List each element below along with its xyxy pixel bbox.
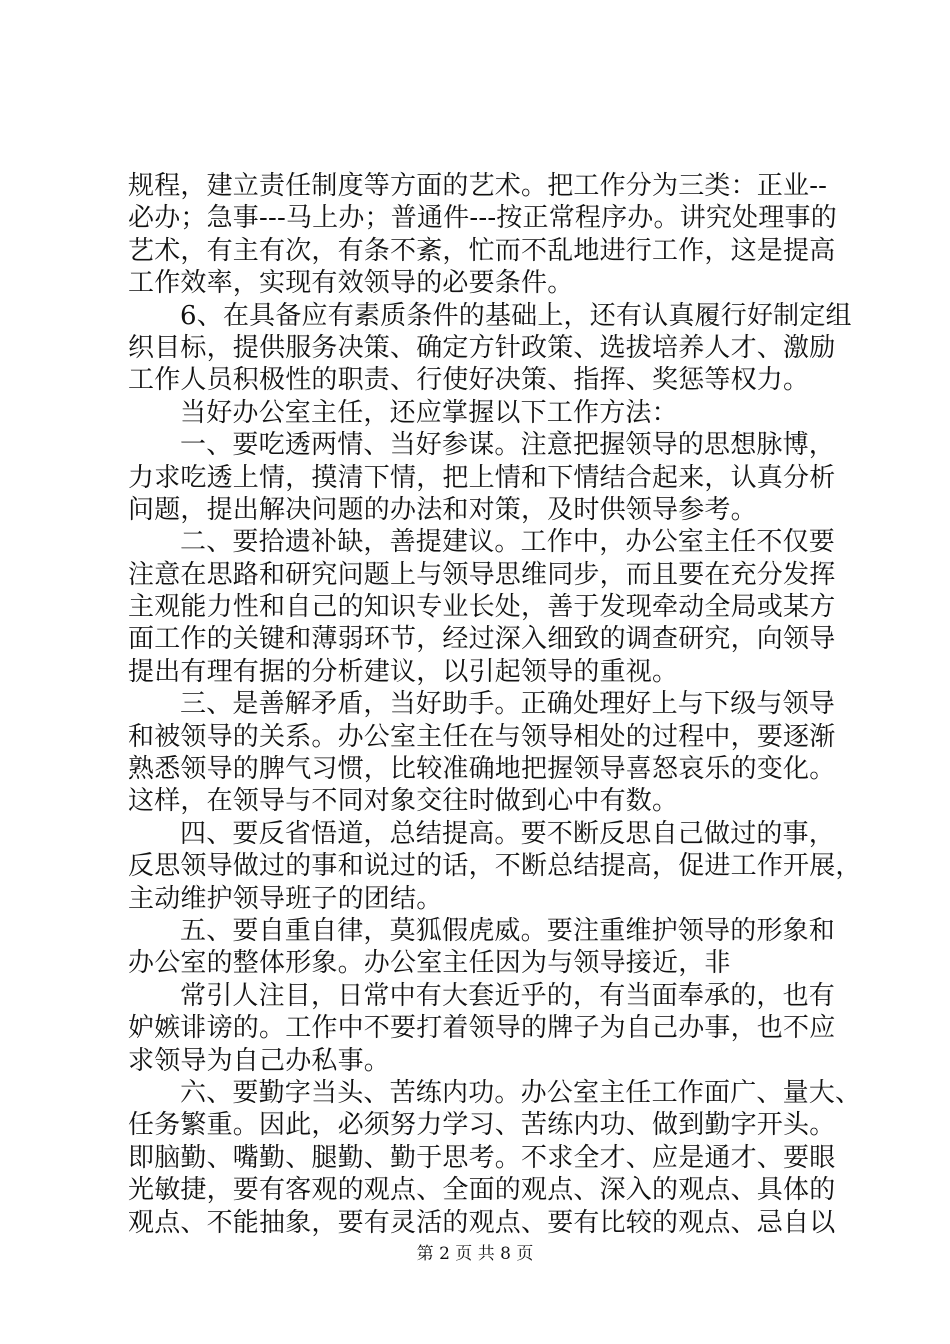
- paragraph-start-line: 常引人注目，日常中有大套近乎的，有当面奉承的，也有: [180, 980, 836, 1011]
- text-line: 求领导为自己办私事。: [128, 1045, 391, 1076]
- text-line: 妒嫉诽谤的。工作中不要打着领导的牌子为自己办事，也不应: [128, 1013, 836, 1044]
- text-line: 工作人员积极性的职责、行使好决策、指挥、奖惩等权力。: [128, 365, 810, 396]
- text-line: 规程，建立责任制度等方面的艺术。把工作分为三类：正业--: [128, 171, 828, 201]
- text-line: 这样，在领导与不同对象交往时做到心中有数。: [128, 786, 679, 817]
- text-line: 光敏捷，要有客观的观点、全面的观点、深入的观点、具体的: [128, 1175, 836, 1206]
- text-line: 问题，提出解决问题的办法和对策，及时供领导参考。: [128, 494, 757, 525]
- text-line: 提出有理有据的分析建议，以引起领导的重视。: [128, 656, 679, 687]
- text-line: 任务繁重。因此，必须努力学习、苦练内功、做到勤字开头。: [128, 1110, 836, 1141]
- text-line: 力求吃透上情，摸清下情，把上情和下情结合起来，认真分析: [128, 462, 836, 493]
- text-line: 主观能力性和自己的知识专业长处，善于发现牵动全局或某方: [128, 592, 836, 623]
- paragraph-start-line: 一、要吃透两情、当好参谋。注意把握领导的思想脉博，: [180, 430, 836, 461]
- paragraph-start-line: 四、要反省悟道，总结提高。要不断反思自己做过的事，: [180, 818, 836, 849]
- text-line: 即脑勤、嘴勤、腿勤、勤于思考。不求全才、应是通才、要眼: [128, 1142, 836, 1173]
- text-line: 熟悉领导的脾气习惯，比较准确地把握领导喜怒哀乐的变化。: [128, 754, 836, 785]
- text-line: 主动维护领导班子的团结。: [128, 883, 443, 914]
- text-line: 反思领导做过的事和说过的话，不断总结提高，促进工作开展，: [128, 851, 862, 882]
- text-line: 和被领导的关系。办公室主任在与领导相处的过程中，要逐渐: [128, 721, 836, 752]
- paragraph-start-line: 6、在具备应有素质条件的基础上，还有认真履行好制定组: [180, 300, 852, 331]
- text-line: 面工作的关键和薄弱环节，经过深入细致的调查研究，向领导: [128, 624, 836, 655]
- text-line: 注意在思路和研究问题上与领导思维同步，而且要在充分发挥: [128, 559, 836, 590]
- paragraph-start-line: 二、要拾遗补缺，善提建议。工作中，办公室主任不仅要: [180, 527, 836, 558]
- text-line: 织目标，提供服务决策、确定方针政策、选拔培养人才、激励: [128, 332, 836, 363]
- text-line: 必办；急事---马上办；普通件---按正常程序办。讲究处理事的: [128, 203, 837, 234]
- text-line: 观点、不能抽象，要有灵活的观点、要有比较的观点、忌自以: [128, 1207, 836, 1238]
- document-body: [128, 170, 862, 1239]
- text-line: 工作效率，实现有效领导的必要条件。: [128, 268, 574, 299]
- text-line: 艺术，有主有次，有条不紊，忙而不乱地进行工作，这是提高: [128, 235, 836, 266]
- text-line: 办公室的整体形象。办公室主任因为与领导接近，非: [128, 948, 731, 979]
- paragraph-start-line: 六、要勤字当头、苦练内功。办公室主任工作面广、量大、: [180, 1077, 862, 1108]
- paragraph-start-line: 三、是善解矛盾，当好助手。正确处理好上与下级与领导: [180, 689, 836, 720]
- page-number-footer: 第 2 页 共 8 页: [416, 1244, 534, 1264]
- paragraph-start-line: 五、要自重自律，莫狐假虎威。要注重维护领导的形象和: [180, 915, 836, 946]
- paragraph-start-line: 当好办公室主任，还应掌握以下工作方法：: [180, 397, 678, 428]
